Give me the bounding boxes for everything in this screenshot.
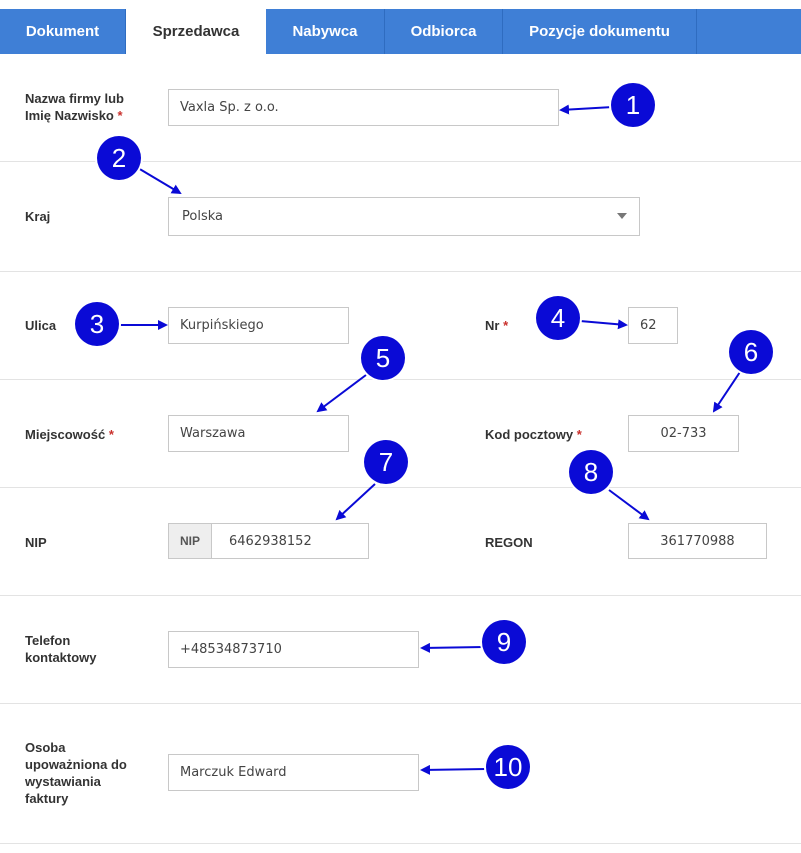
country-select[interactable]: [168, 197, 640, 236]
annotation-marker-6: 6: [729, 330, 773, 374]
nip-input[interactable]: [168, 523, 369, 559]
company-label: Nazwa firmy lub Imię Nazwisko *: [25, 91, 124, 123]
tab-bar: [0, 0, 801, 54]
phone-label: Telefon kontaktowy: [25, 633, 97, 665]
annotation-marker-4: 4: [536, 296, 580, 340]
annotation-marker-3: 3: [75, 302, 119, 346]
city-input[interactable]: Warszawa: [168, 415, 349, 452]
regon-label: REGON: [485, 535, 533, 550]
nip-value: 6462938152: [229, 533, 312, 549]
street-input[interactable]: Kurpińskiego: [168, 307, 349, 344]
phone-input[interactable]: +48534873710: [168, 631, 419, 668]
form-row-phone: [0, 596, 801, 704]
tab-nabywca[interactable]: Nabywca: [266, 9, 385, 54]
city-label: Miejscowość *: [25, 427, 114, 442]
street-label: Ulica: [25, 318, 57, 333]
tab-sprzedawca[interactable]: Sprzedawca: [126, 9, 266, 55]
chevron-down-icon: [617, 213, 627, 219]
tab-pozycje-dokumentu[interactable]: Pozycje dokumentu: [503, 9, 697, 54]
annotation-marker-9: 9: [482, 620, 526, 664]
number-input[interactable]: 62: [628, 307, 678, 344]
form-row-person: [0, 704, 801, 844]
tab-dokument[interactable]: Dokument: [0, 9, 126, 54]
postal-code-label: Kod pocztowy *: [485, 427, 582, 442]
regon-input[interactable]: 361770988: [628, 523, 767, 559]
nip-addon: NIP: [169, 524, 212, 558]
nip-label: NIP: [25, 535, 47, 550]
tab-odbiorca[interactable]: Odbiorca: [385, 9, 503, 54]
number-label: Nr *: [485, 318, 509, 333]
annotation-marker-1: 1: [611, 83, 655, 127]
person-input[interactable]: Marczuk Edward: [168, 754, 419, 791]
country-select-value: Polska: [182, 209, 223, 224]
person-label: Osoba upoważniona do wystawiania faktury: [25, 740, 127, 806]
company-name-input[interactable]: Vaxla Sp. z o.o.: [168, 89, 559, 126]
postal-code-input[interactable]: 02-733: [628, 415, 739, 452]
annotation-marker-2: 2: [97, 136, 141, 180]
annotation-marker-7: 7: [364, 440, 408, 484]
form-row-nip: [0, 488, 801, 596]
annotation-marker-10: 10: [486, 745, 530, 789]
annotation-marker-5: 5: [361, 336, 405, 380]
annotation-marker-8: 8: [569, 450, 613, 494]
country-label: Kraj: [25, 209, 51, 224]
